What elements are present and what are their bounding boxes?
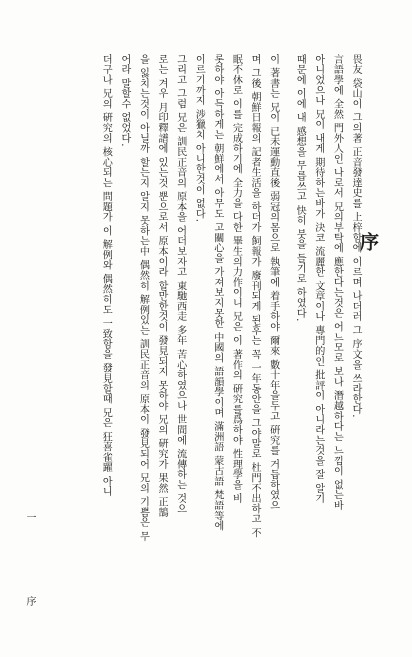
text-line: 며 그後 朝鮮日報의 記者生活을 하더가 飼報가 廢刊되게 된후는 꼭 一年동안을 그야말로 杜門不出하고 不 bbox=[249, 54, 261, 538]
text-line: 畏友 袋山이 그의著 正音發達史를 上梓함에 이르며 나더러 그 序文을 쓰라한다. bbox=[350, 54, 361, 418]
text-line: 이 著書는 兄이 已未運動直後 弱冠의몸으로 執筆에 着手하야 爾來 數十年을두고 硏究를 거듭하였으 bbox=[267, 54, 279, 511]
text-line: 롯하야 아득하게는 朝鮮에서 아무도 고關心을 가져보지못한 中國의 語韻學이며 滿洲語 蒙古語 梵語等에 bbox=[211, 54, 223, 531]
text-line: 아니었으나 兄이 내게 期待하는바가 決코 流麗한 文章이나 專門的인 批評이 아니라는것을 잘 알기 bbox=[312, 54, 324, 504]
text-line: 을 잃치는것이 아닐까 할는지 알지 못하는中 偶然히 解例있는 訓民正音의 原本이 發見되어 兄의 기쁨은 무 bbox=[137, 54, 149, 542]
text-line: 그리고 그럼 兄은 訓民正音의 原本을 어더보자고 東馳西走 多年 苦心하였으나 世間에 流傳하는 것으 bbox=[174, 54, 186, 514]
text-line: 로는 겨우 月印釋譜에 있는것 뿐으로서 原本이라 할만한것이 發見되지 못하야 兄의 硏究가 果然 正鵠 bbox=[156, 54, 168, 518]
text-line: 때문에 이에 내 感想을 무릅쓰고 快히 붓을 들기로 하였다. bbox=[294, 54, 306, 322]
body-text bbox=[48, 54, 364, 606]
text-line: 이르기까지 涉獵치 아니한것이 없다. bbox=[193, 54, 205, 223]
text-line: 眠不休로 이를 完成하기에 全力을 다한 畢生의力作이니 兄은 이 著作의 硏究를爲하야 性理學을 비 bbox=[230, 54, 242, 504]
paragraph-gap bbox=[282, 54, 290, 606]
page-title: 序 bbox=[357, 232, 379, 253]
text-line: 어라 말할수 없었다. bbox=[118, 54, 130, 147]
text-line: 言語學에 全然 門外人인 나로서 兄의부탁에 應한다는것은 어느모로 보나 潛越하다는 느낌이 없는바 bbox=[331, 54, 343, 511]
page-number: 一 bbox=[24, 512, 35, 522]
text-line: 더구나 兄의 硏究의 核心되는 問題가 이 解例와 偶然히도 一致함을 發見할때 兄은 狂喜雀躍 아니 bbox=[100, 54, 112, 497]
page-marker: 序 bbox=[24, 596, 35, 606]
